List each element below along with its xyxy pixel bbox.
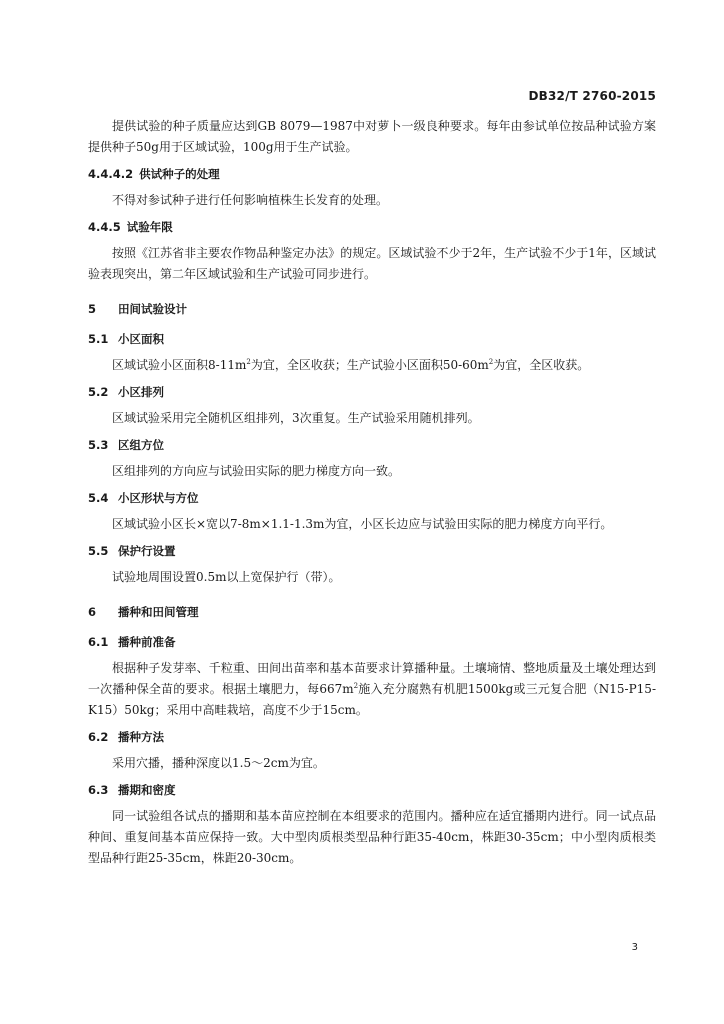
heading-title: 播期和密度: [118, 783, 176, 797]
heading-title: 播种前准备: [118, 635, 176, 649]
heading-title: 小区排列: [118, 385, 164, 399]
heading-title: 播种方法: [118, 730, 164, 744]
paragraph-plot-area: 区域试验小区面积$8-11m^2$为宜，全区收获；生产试验小区面积$50-60m^2$为宜，全区收获。: [112, 358, 590, 372]
paragraph-seed-treatment: 不得对参试种子进行任何影响植株生长发育的处理。: [112, 193, 389, 207]
paragraph-block-orientation: 区组排列的方向应与试验田实际的肥力梯度方向一致。: [112, 464, 401, 478]
heading-number: 5.1: [88, 332, 109, 346]
heading-5: [88, 299, 656, 319]
heading-4-4-4-2: [88, 164, 656, 184]
heading-number: 6.1: [88, 635, 109, 649]
heading-6-2: [88, 727, 656, 747]
heading-number: 4.4.5: [88, 220, 121, 234]
heading-5-2: [88, 382, 656, 402]
paragraph-trial-years: 按照《江苏省非主要农作物品种鉴定办法》的规定。区域试验不少于2年，生产试验不少于1年，区域试验表现突出，第二年区域试验和生产试验可同步进行。: [88, 246, 656, 281]
paragraph-sowing-method: 采用穴播，播种深度以1.5～2cm为宜。: [112, 756, 325, 770]
heading-title: 小区面积: [118, 332, 164, 346]
heading-5-3: [88, 435, 656, 455]
paragraph-plot-arrangement: 区域试验采用完全随机区组排列，3次重复。生产试验采用随机排列。: [112, 411, 480, 425]
heading-4-4-5: [88, 217, 656, 237]
heading-title: 播种和田间管理: [118, 605, 199, 619]
heading-5-4: [88, 488, 656, 508]
paragraph-sowing-preparation: 根据种子发芽率、千粒重、田间出苗率和基本苗要求计算播种量。土壤墒情、整地质量及土壤处理达到一次播种保全苗的要求。根据土壤肥力，每$667m^2$施入充分腐熟有机肥1500kg或三元复合肥（N15-P15-K15）50kg；采用中高畦栽培，高度不少于15cm。: [88, 661, 656, 717]
heading-number: 5: [88, 302, 97, 316]
heading-number: 5.3: [88, 438, 109, 452]
heading-number: 5.4: [88, 491, 109, 505]
paragraph-guard-rows: 试验地周围设置0.5m以上宽保护行（带）。: [112, 570, 341, 584]
heading-number: 5.2: [88, 385, 109, 399]
page-number: 3: [631, 942, 638, 953]
heading-5-1: [88, 329, 656, 349]
heading-number: 6: [88, 605, 97, 619]
paragraph-seed-quality: 提供试验的种子质量应达到GB 8079—1987中对萝卜一级良种要求。每年由参试单位按品种试验方案提供种子50g用于区域试验，100g用于生产试验。: [88, 119, 656, 154]
heading-number: 5.5: [88, 544, 109, 558]
heading-title: 区组方位: [118, 438, 164, 452]
heading-6-3: [88, 780, 656, 800]
paragraph-plot-shape: 区域试验小区长×宽以7-8m×1.1-1.3m为宜，小区长边应与试验田实际的肥力梯度方向平行。: [112, 517, 613, 531]
heading-number: 6.2: [88, 730, 109, 744]
heading-title: 小区形状与方位: [118, 491, 199, 505]
heading-number: 4.4.4.2: [88, 167, 134, 181]
heading-title: 保护行设置: [118, 544, 176, 558]
heading-title: 田间试验设计: [118, 302, 187, 316]
heading-title: 试验年限: [126, 220, 173, 234]
paragraph-sowing-density: 同一试验组各试点的播期和基本苗应控制在本组要求的范围内。播种应在适宜播期内进行。同一试点品种间、重复间基本苗应保持一致。大中型肉质根类型品种行距35-40cm，株距30-35cm；中小型肉质根类型品种行距25-35cm，株距20-30cm。: [88, 809, 656, 865]
standard-code: DB32/T 2760-2015: [528, 89, 656, 103]
heading-6: [88, 602, 656, 622]
heading-5-5: [88, 541, 656, 561]
heading-title: 供试种子的处理: [139, 167, 220, 181]
heading-6-1: [88, 632, 656, 652]
document-body: [88, 116, 656, 875]
heading-number: 6.3: [88, 783, 109, 797]
